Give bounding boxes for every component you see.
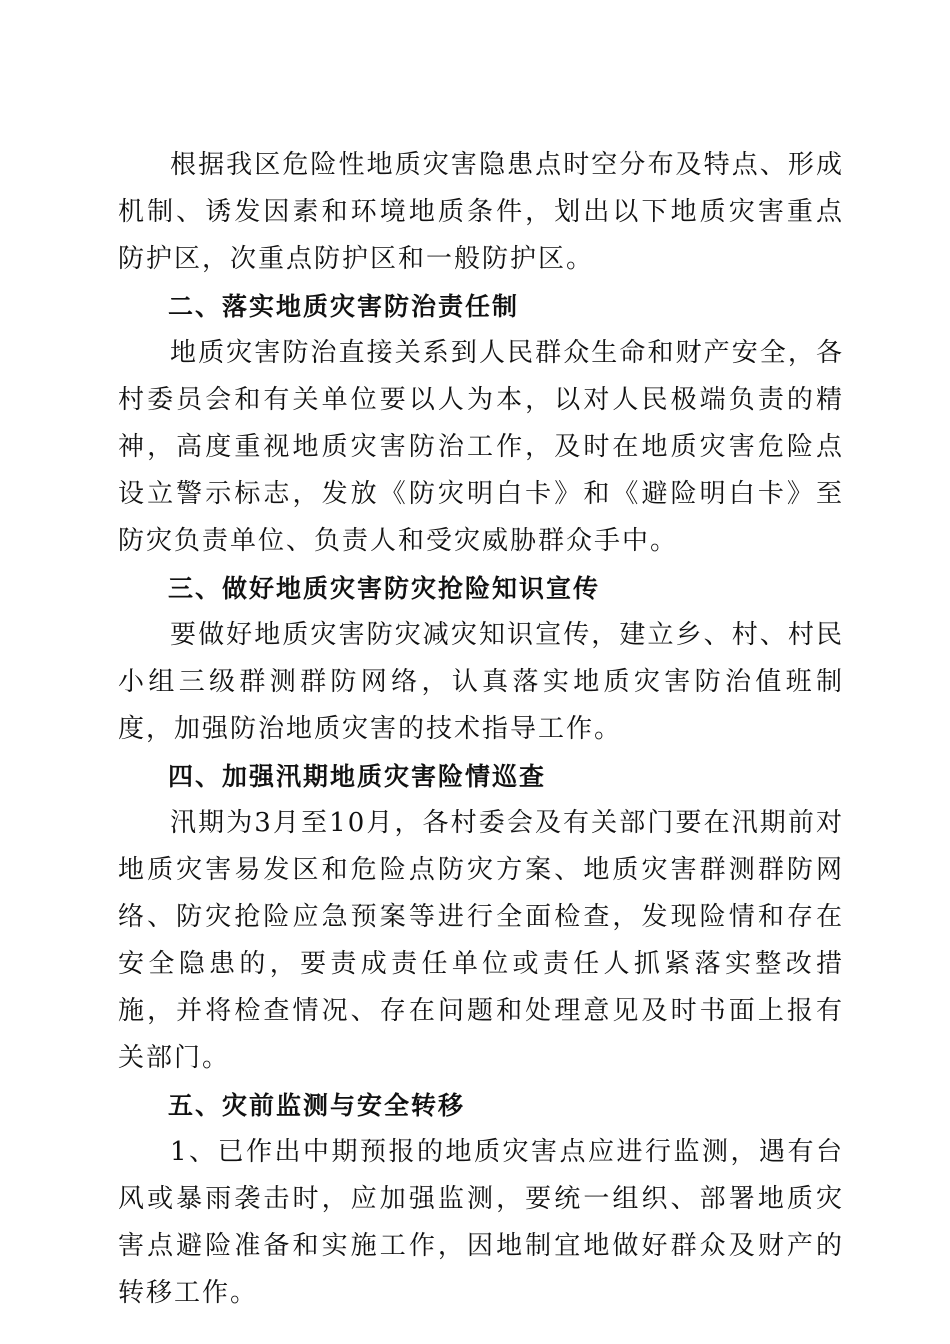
paragraph-intro: 根据我区危险性地质灾害隐患点时空分布及特点、形成机制、诱发因素和环境地质条件，划出以下地质灾害重点防护区，次重点防护区和一般防护区。 [118, 150, 844, 274]
paragraph-monitoring: 1、已作出中期预报的地质灾害点应进行监测，遇有台风或暴雨袭击时，应加强监测，要统一组织、部署地质灾害点避险准备和实施工作，因地制宜地做好群众及财产的转移工作。 [118, 1137, 844, 1308]
paragraph-flood-inspection: 汛期为3月至10月，各村委会及有关部门要在汛期前对地质灾害易发区和危险点防灾方案、地质灾害群测群防网络、防灾抢险应急预案等进行全面检查，发现险情和存在安全隐患的，要责成责任单位或责任人抓紧落实整改措施，并将检查情况、存在问题和处理意见及时书面上报有关部门。 [118, 808, 844, 1073]
paragraph-publicity: 要做好地质灾害防灾减灾知识宣传，建立乡、村、村民小组三级群测群防网络，认真落实地质灾害防治值班制度，加强防治地质灾害的技术指导工作。 [118, 620, 844, 744]
document-body [118, 142, 844, 1317]
section-heading-2: 二、落实地质灾害防治责任制 [168, 292, 520, 321]
section-heading-4: 四、加强汛期地质灾害险情巡查 [168, 762, 547, 791]
paragraph-responsibility: 地质灾害防治直接关系到人民群众生命和财产安全，各村委员会和有关单位要以人为本，以对人民极端负责的精神，高度重视地质灾害防治工作，及时在地质灾害危险点设立警示标志，发放《防灾明白卡》和《避险明白卡》至防灾负责单位、负责人和受灾威胁群众手中。 [118, 338, 844, 556]
section-heading-5: 五、灾前监测与安全转移 [168, 1091, 466, 1120]
section-heading-3: 三、做好地质灾害防灾抢险知识宣传 [168, 574, 601, 603]
